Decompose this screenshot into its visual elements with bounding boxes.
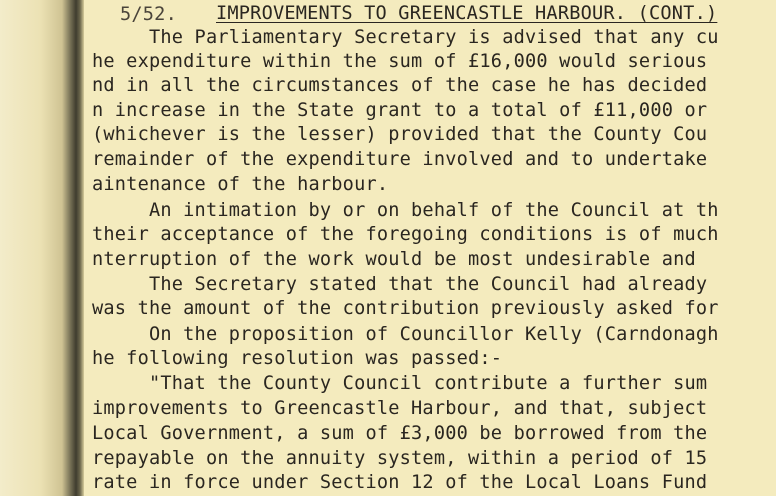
text-line: n increase in the State grant to a total of £11,000 or <box>92 100 708 121</box>
book-binding <box>0 0 84 496</box>
text-line: The Parliamentary Secretary is advised that any cu <box>92 27 719 48</box>
text-line: he following resolution was passed:- <box>92 348 503 369</box>
text-line: repayable on the annuity system, within a period of 15 <box>92 448 708 469</box>
text-line: On the proposition of Councillor Kelly (Carndonagh <box>92 324 719 345</box>
text-line: remainder of the expenditure involved and to undertake <box>92 149 708 170</box>
text-line: their acceptance of the foregoing conditions is of much <box>92 224 719 245</box>
text-line: An intimation by or on behalf of the Council at th <box>92 200 719 221</box>
text-line: "That the County Council contribute a further sum <box>92 373 708 394</box>
text-line: The Secretary stated that the Council had already <box>92 274 708 295</box>
text-line: he expenditure within the sum of £16,000 would serious <box>92 51 708 72</box>
text-line: (whichever is the lesser) provided that the County Cou <box>92 124 708 145</box>
section-heading: IMPROVEMENTS TO GREENCASTLE HARBOUR. (CONT.) <box>216 3 718 24</box>
text-line: improvements to Greencastle Harbour, and that, subject <box>92 398 708 419</box>
text-line: nd in all the circumstances of the case he has decided <box>92 75 708 96</box>
text-line: Local Government, a sum of £3,000 be borrowed from the <box>92 423 708 444</box>
text-line: was the amount of the contribution previously asked for <box>92 298 719 319</box>
page-reference: 5/52. <box>120 4 177 25</box>
text-line: nterruption of the work would be most undesirable and <box>92 249 696 270</box>
typed-text-block <box>92 0 776 496</box>
text-line: rate in force under Section 12 of the Local Loans Fund <box>92 472 708 493</box>
text-line: aintenance of the harbour. <box>92 174 389 195</box>
